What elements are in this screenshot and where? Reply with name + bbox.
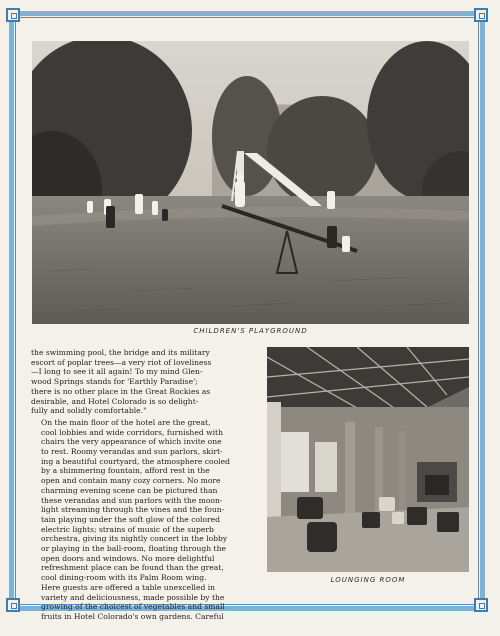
paragraph-1	[31, 348, 256, 416]
playground-caption: CHILDREN'S PLAYGROUND	[193, 327, 308, 335]
border-corner-ornament	[6, 598, 20, 612]
text-line: desirable, and Hotel Colorado is so delight-	[31, 396, 199, 406]
text-line: charming evening scene can be pictured than	[41, 485, 218, 495]
text-line: or playing in the ball-room, floating through the	[41, 544, 226, 554]
text-line: escort of poplar trees—a very riot of loveliness	[31, 357, 212, 367]
paragraph-2	[31, 418, 256, 622]
text-line: open doors and windows. No more delightful	[41, 553, 215, 563]
text-line: Here guests are offered a table unexcelled in	[41, 582, 216, 592]
text-line: to rest. Roomy verandas and sun parlors, skirt-	[41, 447, 223, 457]
text-line: tain playing under the soft glow of the colored	[41, 514, 221, 524]
lounging-room-photo	[267, 347, 469, 572]
text-line: these verandas and sun parlors with the moon-	[41, 495, 223, 505]
text-line: growing of the choicest of vegetables and small	[41, 602, 225, 612]
text-line: the swimming pool, the bridge and its military	[31, 348, 210, 357]
text-line: fully and solidly comfortable."	[31, 406, 147, 416]
text-line: —I long to see it all again! To my mind Glen-	[31, 367, 203, 377]
border-corner-ornament	[6, 8, 20, 22]
border-corner-ornament	[474, 8, 488, 22]
text-line: variety and deliciousness, made possible by the	[41, 592, 225, 602]
article-text	[31, 348, 256, 622]
border-corner-ornament	[474, 598, 488, 612]
text-line: cool dining-room with its Palm Room wing.	[41, 573, 207, 583]
lounging-room-caption: LOUNGING ROOM	[330, 576, 406, 584]
text-line: light streaming through the vines and the foun-	[41, 505, 225, 515]
text-line: there is no other place in the Great Rockies as	[31, 386, 211, 396]
text-line: wood Springs stands for 'Earthly Paradise';	[31, 377, 198, 387]
text-line: refreshment place can be found than the great,	[41, 563, 224, 573]
text-line: open and contain many cozy corners. No more	[41, 476, 221, 486]
text-line: cool lobbies and wide corridors, furnished with	[41, 427, 223, 437]
playground-photo	[32, 41, 469, 324]
text-line: On the main floor of the hotel are the great,	[41, 417, 211, 427]
text-line: ing a beautiful courtyard, the atmosphere cooled	[41, 456, 230, 466]
text-line: chairs the very appearance of which invite one	[41, 437, 222, 447]
text-line: fruits in Hotel Colorado's own gardens. Careful	[41, 611, 224, 621]
text-line: electric lights; strains of music of the superb	[41, 524, 214, 534]
text-line: orchestra, giving its nightly concert in the lobby	[41, 534, 228, 544]
text-line: by a shimmering fountain, afford rest in the	[41, 466, 210, 476]
